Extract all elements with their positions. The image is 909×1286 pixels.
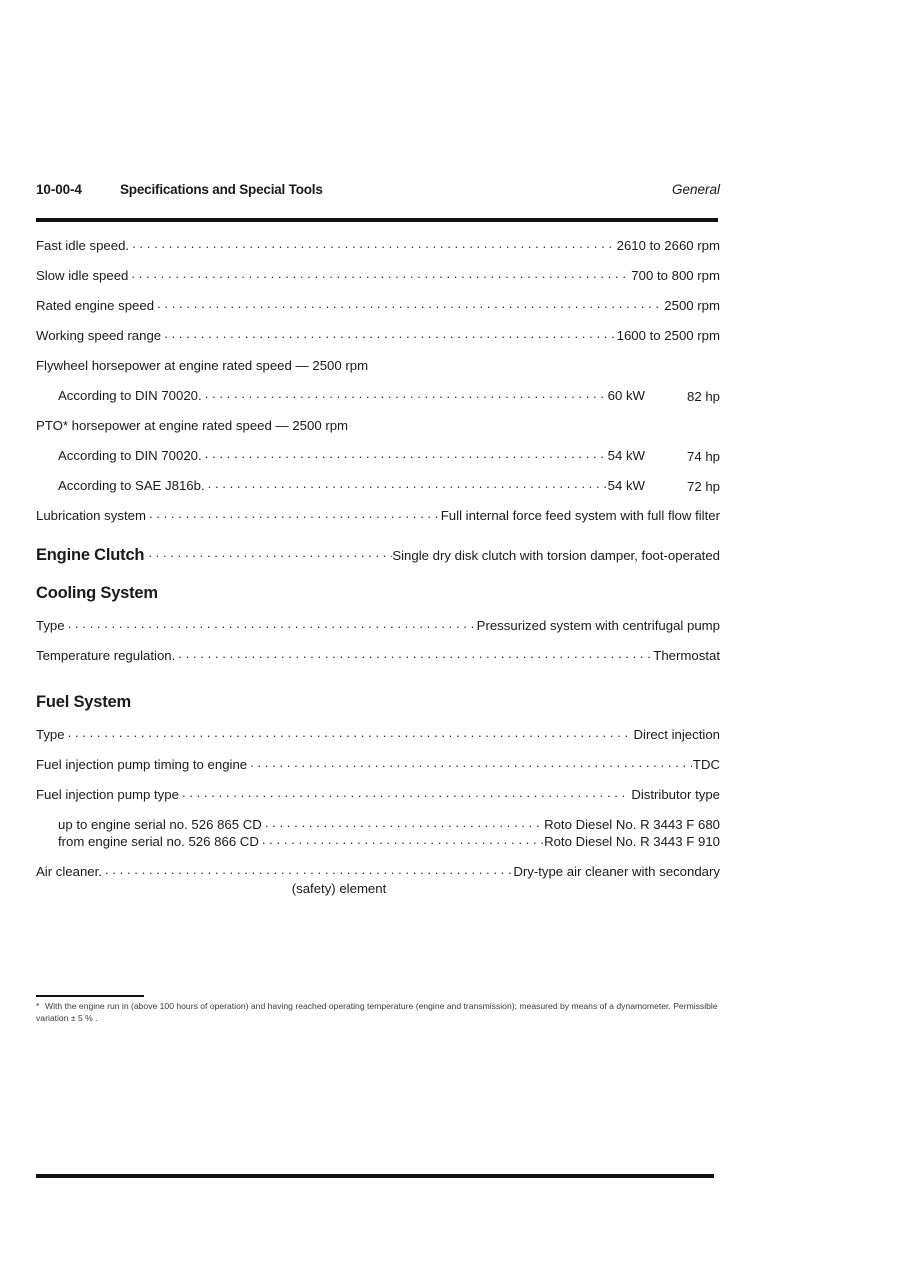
- pto-hp-row-sae: [36, 478, 720, 494]
- section-engine-clutch: [36, 546, 720, 565]
- header-section-title: Specifications and Special Tools: [120, 182, 323, 197]
- dot-leader: [182, 785, 630, 798]
- spec-value: 2500 rpm: [664, 298, 720, 313]
- spec-label: According to DIN 70020.: [58, 448, 202, 463]
- dot-leader: [250, 755, 692, 768]
- spec-label: up to engine serial no. 526 865 CD: [58, 817, 262, 832]
- spec-value: Thermostat: [653, 648, 720, 663]
- spec-label: According to SAE J816b.: [58, 478, 205, 493]
- spec-label: Type: [36, 727, 65, 742]
- section-heading-fuel-system: Fuel System: [36, 693, 132, 711]
- spec-label: Working speed range: [36, 328, 162, 343]
- pto-horsepower-heading: PTO* horsepower at engine rated speed — 2500 rpm: [36, 418, 349, 433]
- flywheel-hp-row-din: [36, 388, 720, 404]
- dot-leader: [178, 646, 652, 659]
- fuel-row-serial-from: [36, 834, 720, 850]
- spec-label: from engine serial no. 526 866 CD: [58, 834, 259, 849]
- spec-value-kw: 60 kW: [607, 388, 645, 403]
- spec-row-lubrication-system: [36, 508, 720, 524]
- header-divider-rule: [36, 218, 718, 222]
- cooling-row-type: [36, 618, 720, 634]
- spec-row-rated-engine-speed: [36, 298, 720, 314]
- spec-row-slow-idle: [36, 268, 720, 284]
- spec-row-working-speed-range: [36, 328, 720, 344]
- dot-leader: [68, 725, 633, 738]
- specifications-content: [36, 238, 720, 897]
- spec-value-hp: 74 hp: [686, 449, 720, 464]
- dot-leader: [105, 862, 512, 875]
- dot-leader: [157, 296, 663, 309]
- fuel-row-serial-up-to: [36, 817, 720, 833]
- dot-leader: [164, 326, 615, 339]
- spec-value: Roto Diesel No. R 3443 F 680: [544, 817, 720, 832]
- dot-leader: [68, 616, 476, 629]
- fuel-row-pump-timing: [36, 757, 720, 773]
- dot-leader: [205, 446, 607, 459]
- dot-leader: [262, 832, 543, 845]
- section-heading-cooling-system: Cooling System: [36, 584, 158, 602]
- dot-leader: [208, 476, 607, 489]
- fuel-row-air-cleaner: [36, 864, 720, 880]
- spec-label: Air cleaner.: [36, 864, 102, 879]
- dot-leader: [149, 506, 440, 519]
- spec-label: Rated engine speed: [36, 298, 155, 313]
- spec-value: 2610 to 2660 rpm: [616, 238, 720, 253]
- footnote-text: With the engine run in (above 100 hours of operation) and having reached operating temperature (engine and transmission); measured by means of a dynamometer. Permissible variation ± 5 % .: [36, 1001, 718, 1023]
- spec-value: Pressurized system with centrifugal pump: [476, 618, 720, 633]
- spec-label: Type: [36, 618, 65, 633]
- spec-value: Direct injection: [633, 727, 720, 742]
- fuel-row-air-cleaner-line2: (safety) element: [291, 881, 387, 896]
- spec-value: Single dry disk clutch with torsion damper, foot-operated: [392, 548, 720, 563]
- fuel-row-type: [36, 727, 720, 743]
- header-right-label: General: [671, 182, 720, 197]
- spec-label: Lubrication system: [36, 508, 146, 523]
- dot-leader: [132, 236, 616, 249]
- spec-value: Roto Diesel No. R 3443 F 910: [544, 834, 720, 849]
- spec-value-kw: 54 kW: [607, 448, 645, 463]
- footnote: [36, 1001, 726, 1024]
- spec-label: Slow idle speed: [36, 268, 129, 283]
- flywheel-horsepower-heading: Flywheel horsepower at engine rated speed — 2500 rpm: [36, 358, 369, 373]
- fuel-row-pump-type: [36, 787, 720, 803]
- spec-value-kw: 54 kW: [607, 478, 645, 493]
- spec-value: Distributor type: [631, 787, 720, 802]
- spec-value-hp: 82 hp: [686, 389, 720, 404]
- spec-value: TDC: [692, 757, 720, 772]
- spec-label: Fuel injection pump timing to engine: [36, 757, 248, 772]
- spec-value: 1600 to 2500 rpm: [616, 328, 720, 343]
- spec-row-fast-idle: [36, 238, 720, 254]
- dot-leader: [205, 386, 607, 399]
- cooling-row-temperature-regulation: [36, 648, 720, 664]
- spec-value: 700 to 800 rpm: [631, 268, 720, 283]
- page-bottom-rule: [36, 1174, 714, 1178]
- dot-leader: [148, 545, 392, 558]
- spec-label: Temperature regulation.: [36, 648, 176, 663]
- spec-value: Dry-type air cleaner with secondary: [513, 864, 720, 879]
- dot-leader: [265, 815, 543, 828]
- pto-hp-row-din: [36, 448, 720, 464]
- spec-label: Fuel injection pump type: [36, 787, 179, 802]
- section-heading-engine-clutch: Engine Clutch: [36, 546, 145, 564]
- page-header: [36, 182, 720, 202]
- header-page-number: 10-00-4: [36, 182, 82, 197]
- spec-value: Full internal force feed system with full flow filter: [440, 508, 720, 523]
- dot-leader: [131, 266, 630, 279]
- footnote-marker: *: [36, 1001, 40, 1011]
- spec-value-hp: 72 hp: [686, 479, 720, 494]
- footnote-divider-rule: [36, 995, 144, 997]
- spec-label: Fast idle speed.: [36, 238, 130, 253]
- spec-label: According to DIN 70020.: [58, 388, 202, 403]
